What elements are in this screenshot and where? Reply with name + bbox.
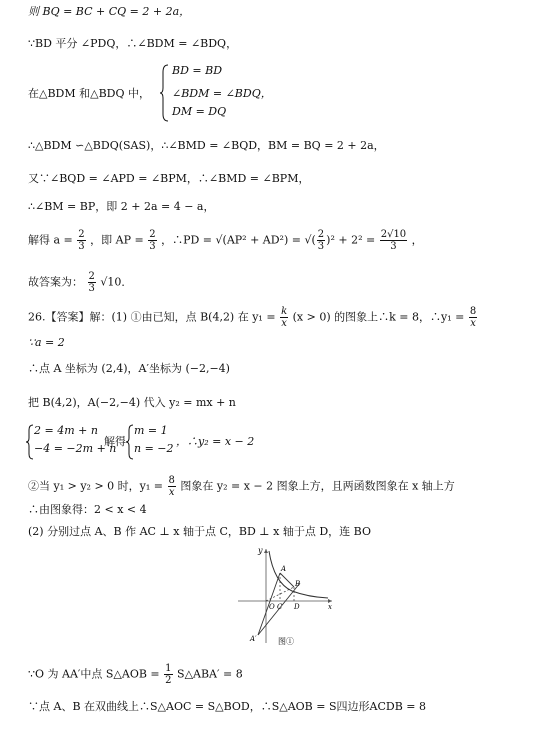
- solve-a-label: 解得 a =: [28, 233, 73, 247]
- text-line-5: 又∵∠BQD = ∠APD = ∠BPM，∴∠BMD = ∠BPM，: [28, 172, 310, 185]
- fraction-1-2: $\frac{1}{2}$: [165, 663, 172, 686]
- system-3-row-1: m = 1: [134, 424, 168, 437]
- label-o: O: [269, 603, 275, 611]
- text-line-16: [28, 663, 243, 686]
- label-x: x: [328, 603, 332, 611]
- pd-tail: + 2² =: [338, 233, 376, 247]
- text-line-7: 解得 a = $\frac{2}{3}$ ，即 AP = $\frac{2}{3}$ ，∴PD = √(AP² + AD²) = √( $\frac{2}{3}$ )² + 2² = $\frac{2√10}{3}$ ，: [28, 229, 423, 252]
- text-line-12: 把 B(4,2)，A(−2,−4) 代入 y₂ = mx + n: [28, 396, 236, 409]
- label-b: B: [295, 580, 301, 588]
- fraction-2-3-c: $\frac{2}{3}$: [317, 229, 325, 252]
- system-3-row-2: n = −2: [134, 442, 174, 455]
- fraction-2sqrt10-3: $\frac{2√10}{3}$: [380, 229, 407, 252]
- area-result-1: S△ABA′ = 8: [177, 667, 243, 681]
- system-1-row-2: ∠BDM = ∠BDQ，: [172, 87, 272, 100]
- system-brace-1: [160, 64, 170, 122]
- text-line-11: ∴点 A 坐标为 (2,4)，A′坐标为 (−2,−4): [28, 362, 230, 375]
- system-brace-2: [26, 424, 34, 460]
- segment-ab: [280, 573, 294, 587]
- text-line-4: ∴△BDM ∽△BDQ(SAS)，∴∠BMD = ∠BQD，BM = BQ = 2 + 2a，: [28, 139, 385, 152]
- sqrt-sign-icon: √(: [304, 233, 316, 247]
- text-line-6: ∴∠BM = BP，即 2 + 2a = 4 − a，: [28, 200, 215, 213]
- text-line-10: ∵a = 2: [28, 336, 65, 349]
- text-line-1: 则 BQ = BC + CQ = 2 + 2a，: [28, 5, 191, 18]
- fraction-8-x-b: $\frac{8}{x}$: [168, 475, 175, 498]
- system-1-row-1: BD = BD: [172, 64, 223, 77]
- system-2-row-1: 2 = 4m + n: [34, 424, 98, 437]
- label-a: A: [281, 565, 287, 573]
- answer-label: 故答案为：: [28, 275, 83, 289]
- text-line-15: (2) 分别过点 A、B 作 AC ⊥ x 轴于点 C，BD ⊥ x 轴于点 D，连 BO: [28, 525, 371, 538]
- fraction-2-3-b: $\frac{2}{3}$: [149, 229, 156, 252]
- label-y: y: [258, 546, 263, 555]
- fraction-8-x: $\frac{8}{x}$: [469, 306, 477, 329]
- system-2-row-2: −4 = −2m + n: [34, 442, 117, 455]
- figure-1-diagram: [236, 545, 336, 645]
- y-axis-arrow-icon: [264, 549, 268, 553]
- system-brace-3: [126, 424, 134, 460]
- midpoint-statement: ∵O 为 AA′中点 S△AOB =: [28, 667, 160, 681]
- text-line-8: [28, 271, 132, 294]
- case-2-intro: ②当 y₁ > y₂ > 0 时，y₁ =: [28, 479, 163, 493]
- ap-label: ，即 AP =: [90, 233, 144, 247]
- figure-caption: 图①: [278, 637, 294, 646]
- fraction-2-3-answer: $\frac{2}{3}$: [88, 271, 95, 294]
- hyperbola-curve: [269, 551, 328, 598]
- text-line-9: [28, 306, 478, 329]
- system-3-result: ，∴y₂ = x − 2: [176, 435, 255, 448]
- fraction-k-x: $\frac{k}{x}$: [281, 306, 288, 329]
- text-line-2: ∵BD 平分 ∠PDQ，∴∠BDM = ∠BDQ，: [28, 37, 238, 50]
- problem-26-mid: (x > 0) 的图象上∴k = 8，∴y₁ =: [292, 310, 465, 324]
- system-2-solve-label: 解得: [104, 435, 126, 448]
- text-line-17: ∵点 A、B 在双曲线上∴S△AOC = S△BOD，∴S△AOB = S四边形ACDB = 8: [28, 700, 426, 713]
- problem-26-intro: 26.【答案】解：(1) ①由已知，点 B(4,2) 在 y₁ =: [28, 310, 276, 324]
- case-2-tail: 图象在 y₂ = x − 2 图象上方，且两函数图象在 x 轴上方: [180, 479, 455, 493]
- label-d: D: [294, 603, 300, 611]
- fraction-2-3: $\frac{2}{3}$: [78, 229, 85, 252]
- label-c: C: [277, 603, 283, 611]
- pd-label: ，∴PD = √(AP² + AD²) =: [161, 233, 301, 247]
- system-1-row-3: DM = DQ: [172, 105, 227, 118]
- text-line-14: ∴由图象得：2 < x < 4: [28, 503, 147, 516]
- label-a-prime: A′: [250, 635, 257, 643]
- answer-value: √10．: [100, 275, 133, 289]
- text-line-13: [28, 475, 455, 498]
- text-line-3: 在△BDM 和△BDQ 中，: [28, 87, 150, 100]
